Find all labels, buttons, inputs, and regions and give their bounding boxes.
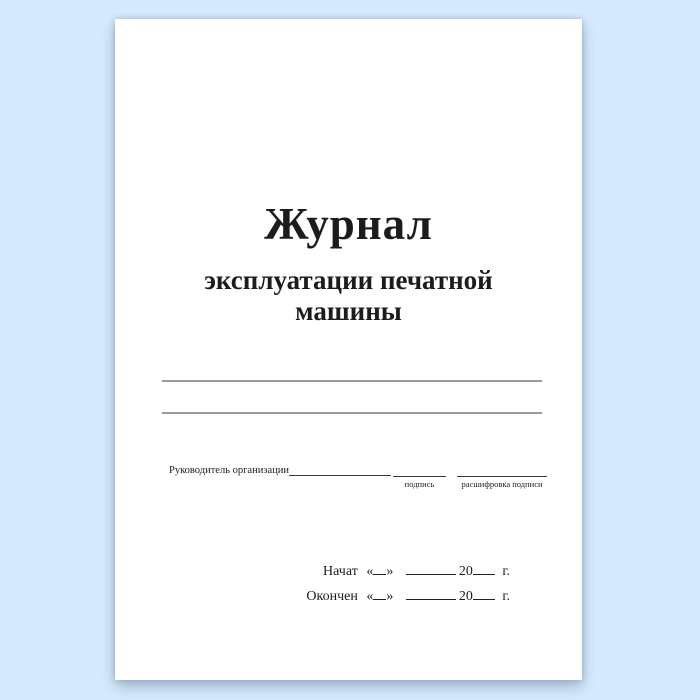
open-quote: « <box>366 589 374 604</box>
organization-head-blank-line <box>289 475 391 476</box>
started-year-suffix: г. <box>502 564 510 579</box>
finished-label: Окончен <box>306 589 358 604</box>
signature-field <box>393 471 446 489</box>
started-century: 20 <box>458 564 473 579</box>
journal-subtitle-line2: машины <box>295 296 402 326</box>
blank-line-1 <box>162 380 542 382</box>
finished-century: 20 <box>458 589 473 604</box>
started-day-blank <box>373 573 386 575</box>
journal-cover-page <box>115 19 582 680</box>
started-label: Начат <box>323 564 358 579</box>
finished-year-suffix: г. <box>502 589 510 604</box>
journal-title: Журнал <box>264 199 433 249</box>
started-row <box>306 559 510 584</box>
close-quote: » <box>386 564 394 579</box>
finished-month-blank <box>406 598 456 600</box>
date-rows <box>306 559 510 609</box>
organization-head-row <box>169 463 391 478</box>
signature-blank-line <box>393 471 446 477</box>
started-year-blank <box>473 573 495 575</box>
open-quote: « <box>366 564 374 579</box>
journal-subtitle <box>115 265 582 327</box>
journal-subtitle-line1: эксплуатации печатной <box>204 265 493 295</box>
blank-line-2 <box>162 412 542 414</box>
signature-transcript-field <box>457 471 547 489</box>
signature-transcript-caption: расшифровка подписи <box>461 479 543 489</box>
finished-day-blank <box>373 598 386 600</box>
organization-head-label: Руководитель организации <box>169 465 289 476</box>
started-month-blank <box>406 573 456 575</box>
close-quote: » <box>386 589 394 604</box>
finished-year-blank <box>473 598 495 600</box>
finished-row <box>306 584 510 609</box>
signature-transcript-blank-line <box>457 471 547 477</box>
signature-caption: подпись <box>404 479 435 489</box>
